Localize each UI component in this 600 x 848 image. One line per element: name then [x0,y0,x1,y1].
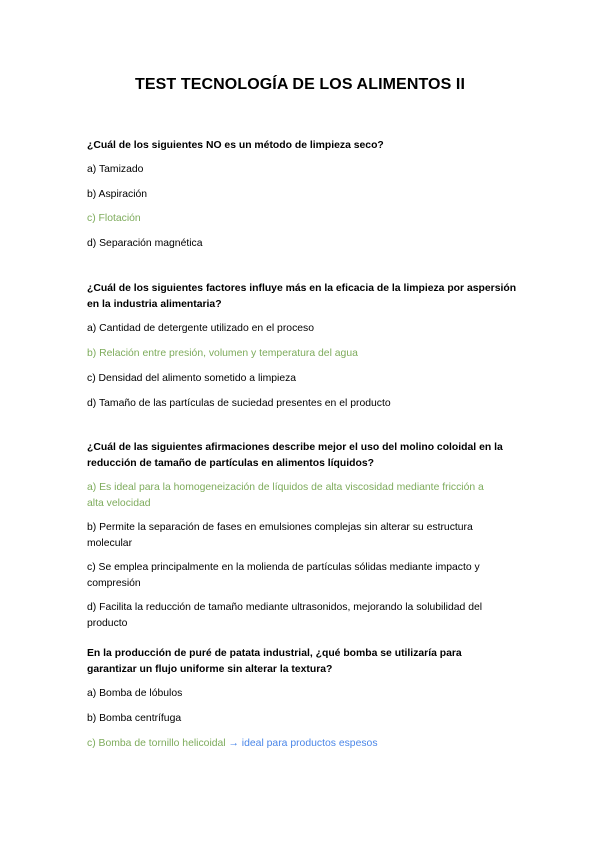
question-3-option-b-line-2: molecular [87,538,133,549]
question-3-option-a-correct-line-1: a) Es ideal para la homogeneización de líquidos de alta viscosidad mediante fricción a [87,482,484,493]
question-4-option-c-note: → ideal para productos espesos [228,738,378,749]
question-1-text: ¿Cuál de los siguientes NO es un método de limpieza seco? [87,140,384,151]
question-2-text-line-1: ¿Cuál de los siguientes factores influye más en la eficacia de la limpieza por aspersión [87,283,517,294]
question-4-text-line-1: En la producción de puré de patata industrial, ¿qué bomba se utilizaría para [87,648,462,659]
question-4-option-c-correct: c) Bomba de tornillo helicoidal [87,738,226,749]
question-4-option-a: a) Bomba de lóbulos [87,688,183,699]
question-3-option-a-correct-line-2: alta velocidad [87,498,151,509]
question-1-option-a: a) Tamizado [87,164,144,175]
question-2-option-b-correct: b) Relación entre presión, volumen y temperatura del agua [87,348,358,359]
question-3-option-b-line-1: b) Permite la separación de fases en emulsiones complejas sin alterar su estructura [87,522,473,533]
question-3-option-d-line-1: d) Facilita la reducción de tamaño mediante ultrasonidos, mejorando la solubilidad del [87,602,483,613]
question-1-option-b: b) Aspiración [87,189,148,200]
question-4-option-b: b) Bomba centrífuga [87,713,182,724]
question-2-option-d: d) Tamaño de las partículas de suciedad presentes en el producto [87,398,391,409]
document-title: TEST TECNOLOGÍA DE LOS ALIMENTOS II [134,76,466,93]
question-3-text-line-1: ¿Cuál de las siguientes afirmaciones describe mejor el uso del molino coloidal en la [87,442,503,453]
question-2-option-a: a) Cantidad de detergente utilizado en el proceso [87,323,315,334]
question-4-text-line-2: garantizar un flujo uniforme sin alterar la textura? [87,664,333,675]
question-2-text-line-2: en la industria alimentaria? [87,299,222,310]
question-1-option-c-correct: c) Flotación [87,213,141,224]
question-4-option-c-row [87,736,527,753]
question-3-option-c-line-1: c) Se emplea principalmente en la molienda de partículas sólidas mediante impacto y [87,562,480,573]
question-3-option-d-line-2: producto [87,618,128,629]
question-3-text-line-2: reducción de tamaño de partículas en alimentos líquidos? [87,458,374,469]
question-2-option-c: c) Densidad del alimento sometido a limpieza [87,373,297,384]
question-3-option-c-line-2: compresión [87,578,141,589]
question-1-option-d: d) Separación magnética [87,238,203,249]
